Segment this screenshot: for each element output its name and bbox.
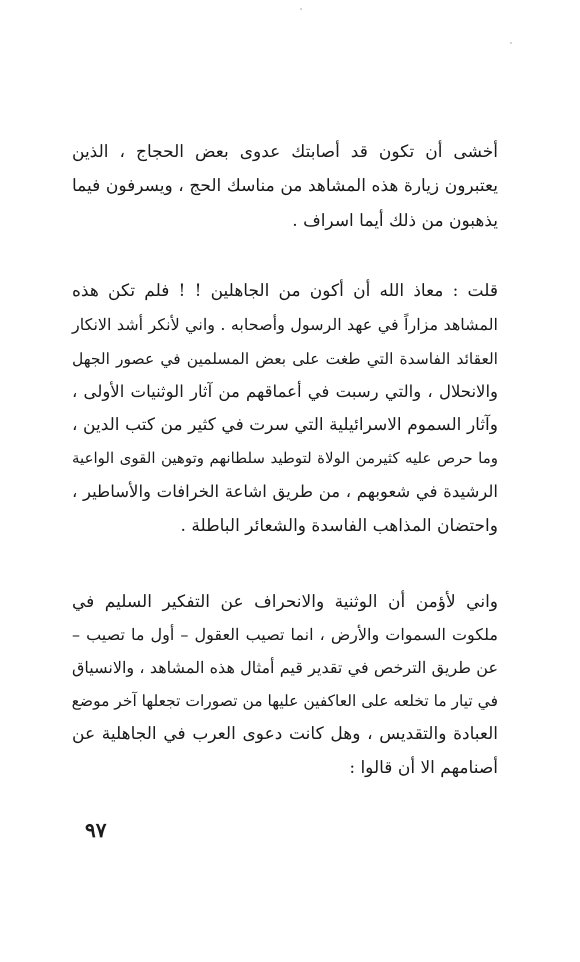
text-line: الرشيدة في شعوبهم ، من طريق اشاعة الخرافات والأساطير ،: [72, 482, 498, 501]
scan-speck: [300, 8, 302, 10]
text-line: واني لأؤمن أن الوثنية والانحراف عن التفكير السليم في: [72, 592, 498, 612]
scan-speck: [510, 42, 512, 44]
text-line: العقائد الفاسدة التي طغت على بعض المسلمين في عصور الجهل: [72, 350, 498, 368]
text-line: أخشى أن تكون قد أصابتك عدوى بعض الحجاج ، الذين: [72, 142, 498, 162]
text-line: في تيار ما تخلعه على العاكفين عليها من تصورات تجعلها آخر موضع: [71, 692, 498, 710]
text-line: ملكوت السموات والأرض ، انما تصيب العقول – أول ما تصيب –: [72, 625, 498, 644]
text-line: وآثار السموم الاسرائيلية التي سرت في كثير من كتب الدين ،: [72, 415, 498, 435]
text-line: والانحلال ، والتي رسبت في أعماقهم من آثار الوثنيات الأولى ،: [72, 382, 498, 401]
text-line: يذهبون من ذلك أيما اسراف .: [292, 211, 498, 231]
text-line: المشاهد مزاراً في عهد الرسول وأصحابه . واني لأنكر أشد الانكار: [72, 315, 498, 334]
text-line: واحتضان المذاهب الفاسدة والشعائر الباطلة .: [180, 516, 498, 536]
text-line: أصنامهم الا أن قالوا :: [349, 758, 498, 778]
text-line: وما حرص عليه كثيرمن الولاة لتوطيد سلطانهم وتوهين القوى الواعية: [72, 449, 498, 467]
text-line: عن طريق الترخص في تقدير قيم أمثال هذه المشاهد ، والانسياق: [72, 658, 498, 677]
text-line: قلت : معاذ الله أن أكون من الجاهلين ! ! فلم تكن هذه: [72, 281, 498, 301]
text-line: يعتبرون زيارة هذه المشاهد من مناسك الحج ، ويسرفون فيما: [72, 176, 498, 196]
page-number: ٩٧: [85, 818, 107, 842]
text-line: العبادة والتقديس ، وهل كانت دعوى العرب في الجاهلية عن: [72, 724, 498, 744]
